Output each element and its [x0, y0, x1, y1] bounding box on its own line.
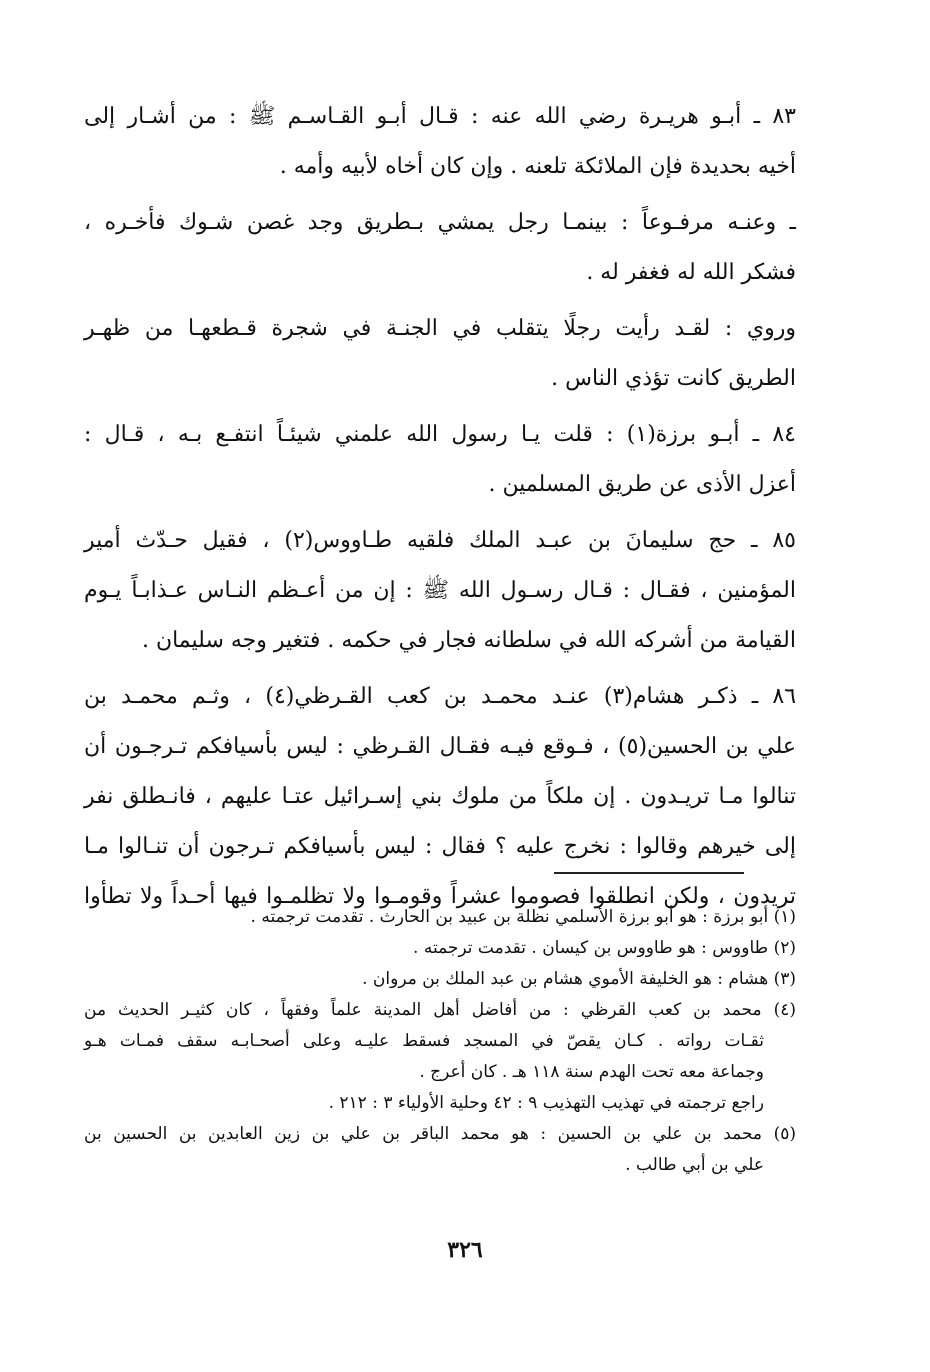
paragraph-86: [84, 672, 796, 922]
text-line: أخيه بحديدة فإن الملائكة تلعنه . وإن كان أخاه لأبيه وأمه .: [279, 154, 796, 179]
footnote-3: (٣) هشام : هو الخليفة الأموي هشام بن عبد الملك بن مروان .: [362, 969, 796, 989]
text-line: وروي : لقـد رأيت رجلًا يتقلب في الجنـة في شجرة قـطعهـا من ظهـر: [84, 316, 796, 341]
text-line: فشكر الله له فغفر له .: [586, 260, 796, 285]
text-line: أعزل الأذى عن طريق المسلمين .: [488, 472, 796, 497]
page-number: ٣٢٦: [447, 1237, 483, 1263]
text-line: تنالوا مـا تريـدون . إن ملكاً من ملوك بني إسـرائيل عتـا عليهم ، فانـطلق نفر: [84, 784, 796, 809]
text-line: علي بن الحسين(٥) ، فـوقع فيـه فقـال القـرظي : ليس بأسيافكم تـرجـون أن: [84, 734, 796, 759]
text-line: المؤمنين ، فقـال : قـال رسـول الله ﷺ : إن من أعـظم النـاس عـذابـاً يـوم: [84, 578, 796, 603]
footnote-5: (٥) محمد بن علي بن الحسين : هو محمد الباقر بن علي بن زين العابدين بن الحسين بن: [84, 1124, 796, 1144]
footnote-4: (٤) محمد بن كعب القرظي : من أفاضل أهل المدينة علماً وفقهاً ، كان كثيـر الحديث من: [84, 1000, 796, 1020]
text-line: القيامة من أشركه الله في سلطانه فجار في حكمه . فتغير وجه سليمان .: [141, 628, 796, 653]
footnote-1: (١) أبو برزة : هو أبو برزة الأسلمي نظلة بن عبيد بن الحارث . تقدمت ترجمته .: [250, 907, 796, 927]
text-line: ٨٥ ـ حج سليمانَ بن عبـد الملك فلقيه طـاووس(٢) ، فقيل حـدّث أمير: [84, 528, 796, 553]
paragraph-83-b: [84, 198, 796, 298]
footnote-2: (٢) طاووس : هو طاووس بن كيسان . تقدمت ترجمته .: [413, 938, 796, 958]
footnote-4-line-3: وجماعة معه تحت الهدم سنة ١١٨ هـ . كان أعرج .: [419, 1062, 764, 1082]
paragraph-83: [84, 92, 796, 192]
text-line: الطريق كانت تؤذي الناس .: [551, 366, 796, 391]
footnote-4-reference: راجع ترجمته في تهذيب التهذيب ٩ : ٤٢ وحلية الأولياء ٣ : ٢١٢ .: [328, 1093, 764, 1113]
paragraph-84: [84, 410, 796, 510]
footnote-4-line-2: ثقـات رواته . كـان يقصّ في المسجد فسقط عليـه وعلى أصحـابـه سقف فمـات هـو: [84, 1031, 764, 1051]
main-text: [84, 92, 796, 928]
text-line: ٨٣ ـ أبـو هريـرة رضي الله عنه : قـال أبـو القـاسـم ﷺ : من أشـار إلى: [84, 104, 796, 129]
text-line: ٨٤ ـ أبـو برزة(١) : قلت يـا رسول الله علمني شيئـاً انتفـع بـه ، قـال :: [84, 422, 796, 447]
footnotes: [84, 902, 796, 1181]
text-line: ـ وعنـه مرفـوعاً : بينمـا رجل يمشي بـطريق وجد غصن شـوك فأخـره ،: [84, 210, 796, 235]
paragraph-83-c: [84, 304, 796, 404]
footnote-5-line-2: علي بن أبي طالب .: [625, 1155, 764, 1175]
footnote-separator: [554, 872, 744, 874]
text-line: تريدون ، ولكن انطلقوا فصوموا عشراً وقومـوا ولا تظلمـوا فيها أحـداً ولا تطأوا: [84, 884, 796, 909]
text-line: إلى خيرهم وقالوا : نخرج عليه ؟ فقال : ليس بأسيافكم تـرجون أن تنـالوا مـا: [84, 834, 796, 859]
text-line: ٨٦ ـ ذكـر هشام(٣) عنـد محمـد بن كعب القـرظي(٤) ، وثـم محمـد بن: [84, 684, 797, 709]
paragraph-85: [84, 516, 796, 666]
